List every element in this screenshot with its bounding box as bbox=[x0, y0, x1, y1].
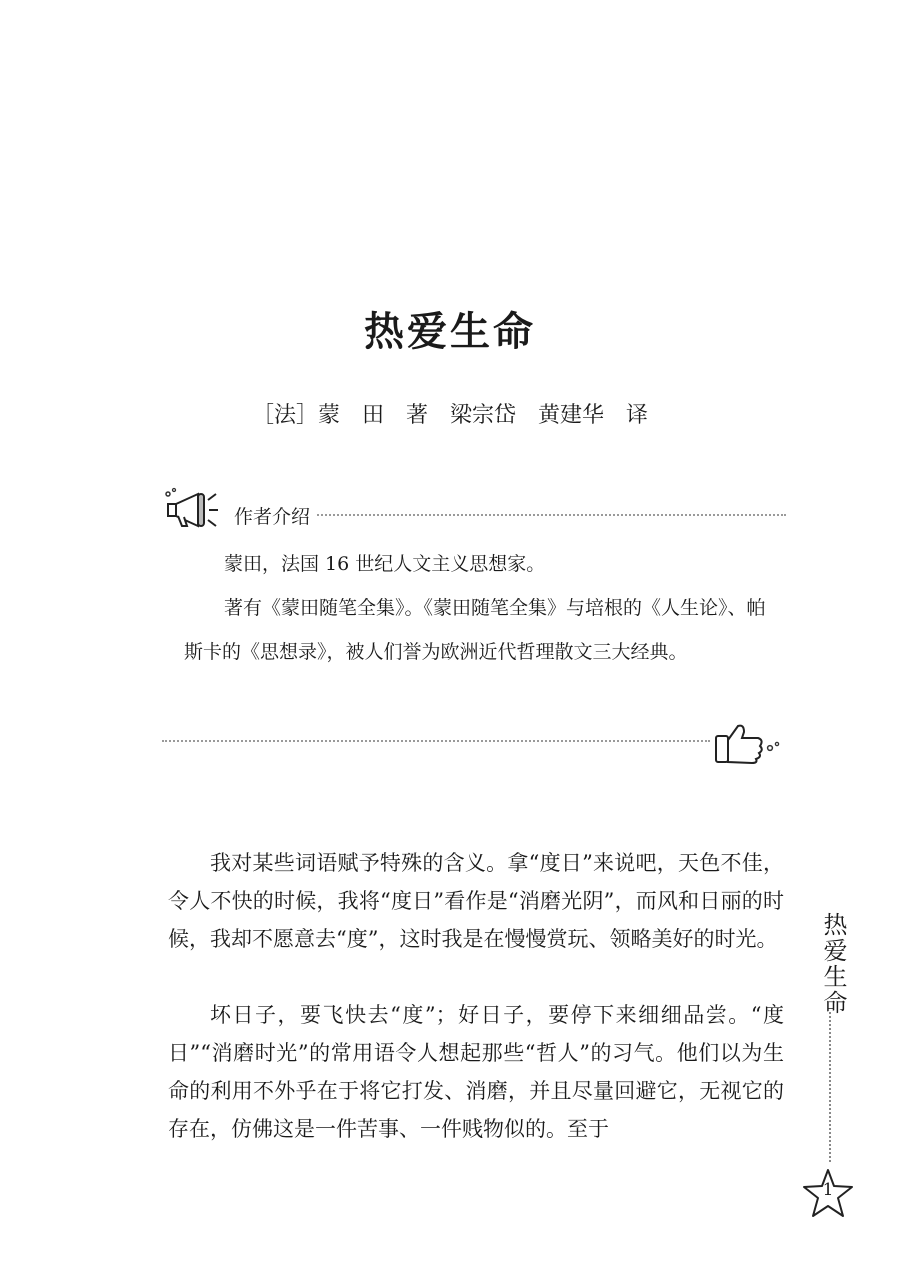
author-intro-paragraph: 蒙田，法国 16 世纪人文主义思想家。 bbox=[224, 553, 546, 575]
body-paragraph: 我对某些词语赋予特殊的含义。拿“度日”来说吧，天色不佳，令人不快的时候，我将“度日”看作是“消磨光阴”，而风和日丽的时候，我却不愿意去“度”，这时我是在慢慢赏玩、领略美好的时光。 bbox=[168, 851, 784, 951]
running-title: 热爱生命 bbox=[819, 912, 847, 1016]
megaphone-icon bbox=[162, 482, 220, 532]
byline: ［法］蒙 田 著 梁宗岱 黄建华 译 bbox=[251, 403, 648, 428]
page-number: 1 bbox=[822, 1180, 834, 1200]
dotted-divider-top bbox=[234, 514, 786, 516]
dotted-divider-bottom bbox=[162, 740, 710, 742]
author-intro-box bbox=[162, 482, 786, 772]
page-title: 热爱生命 bbox=[364, 309, 536, 355]
author-intro-paragraph: 著有《蒙田随笔全集》。《蒙田随笔全集》与培根的《人生论》、帕斯卡的《思想录》，被人们誉为欧洲近代哲理散文三大经典。 bbox=[184, 597, 766, 663]
body-paragraph: 坏日子，要飞快去“度”；好日子，要停下来细细品尝。“度日”“消磨时光”的常用语令人想起那些“哲人”的习气。他们以为生命的利用不外乎在于将它打发、消磨，并且尽量回避它，无视它的存在，仿佛这是一件苦事、一件贱物似的。至于 bbox=[168, 1003, 784, 1141]
thumbs-up-icon bbox=[714, 722, 784, 766]
author-intro-heading: 作者介绍 bbox=[234, 502, 316, 529]
running-title-dotted-line bbox=[829, 1012, 831, 1162]
